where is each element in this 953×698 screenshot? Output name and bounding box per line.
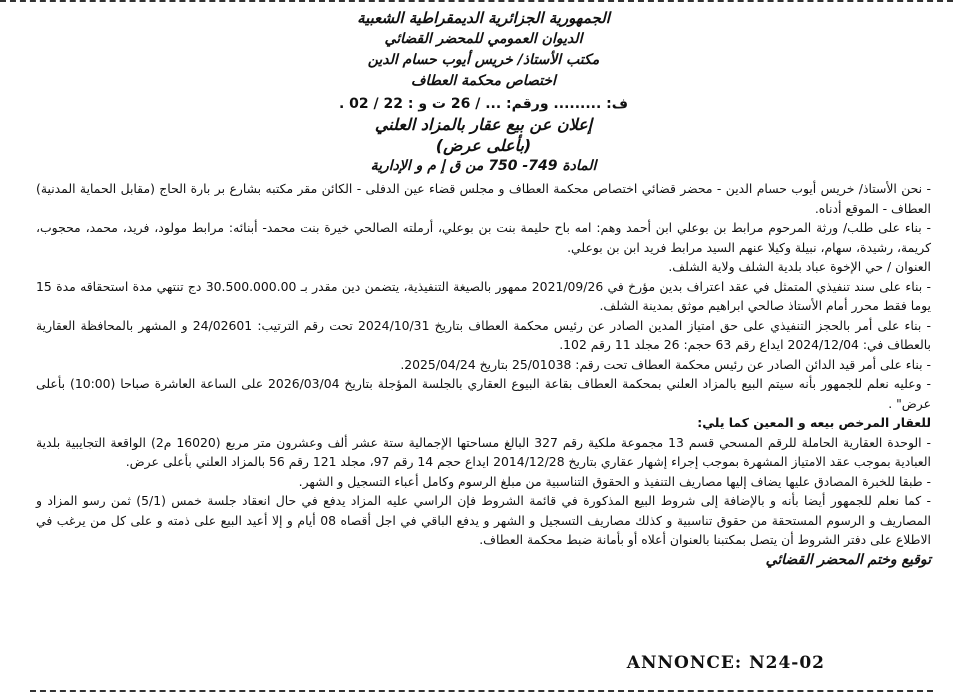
header-bureau: مكتب الأستاذ/ خريس أيوب حسام الدين [367, 52, 600, 68]
notice-body [36, 179, 931, 550]
bottom-dashed-border [30, 690, 933, 692]
paragraph-expertise: - طبقا للخبرة المصادق عليها يضاف إليها مصاريف التنفيذ و الحقوق التناسبية من مبلغ الرسوم وكامل أعباء التسجيل و الشهر. [298, 473, 931, 489]
legal-article: المادة 749- 750 من ق إ م و الإدارية [370, 158, 597, 174]
paragraph-auction-date: - وعليه نعلم للجمهور بأنه سيتم البيع بالمزاد العلني بمحكمة العطاف بقاعة البيوع العقاري بالجلسة المؤجلة بتاريخ 2026/03/04 على الساعة العاشرة صباحا (10:00) بأعلى عرض" . [36, 376, 931, 411]
notice-title: إعلان عن بيع عقار بالمزاد العلني [374, 115, 593, 134]
paragraph-property-intro: للعقار المرخص بيعه و المعين كما يلي: [697, 415, 931, 430]
header-republic: الجمهورية الجزائرية الديمقراطية الشعبية [357, 9, 610, 27]
paragraph-bailiff: - نحن الأستاذ/ خريس أيوب حسام الدين - محضر قضائي اختصاص محكمة العطاف و مجلس قضاء عين الدفلى - الكائن مقر مكتبه بشارع بر بارة الحاج (مقابل الحماية المدنية) العطاف - الموقع أدناه. [36, 181, 931, 216]
legal-notice [36, 8, 931, 570]
signature-line: توقيع وختم المحضر القضائي [765, 551, 931, 568]
annonce-number: ANNONCE: N24-02 [626, 653, 825, 673]
reference-line: ف: ......... ورقم: ... / 26 ت و : 22 / 02 . [338, 96, 629, 112]
paragraph-title-deed: - بناء على سند تنفيذي المتمثل في عقد اعتراف بدين مؤرخ في 2021/09/26 ممهور بالصيغة التنفيذية، يتضمن دين مقدر بـ 30.500.000.00 دج تنتهي مدة استحقاقه مدة 15 يوما فقط محرر أمام الأستاذ صالحي ابراهيم موثق بمدينة الشلف. [36, 278, 931, 313]
header-jurisdiction: اختصاص محكمة العطاف [411, 73, 556, 89]
paragraph-request: - بناء على طلب/ ورثة المرحوم مرابط بن بوعلي ابن أحمد وهم: امه باح حليمة بنت بن بوعلي، أرملته الصالحي خيرة بنت محمد- أبنائه: مرابط مولود، فريد، محمد، محجوب، كريمة، رشيدة، سهام، نبيلة وكيلا عنهم السيد مرابط فريد ابن بن بوعلي. [36, 220, 931, 255]
paragraph-seizure-order: - بناء على أمر بالحجز التنفيذي على حق امتياز المدين الصادر عن رئيس محكمة العطاف بتاريخ 2024/10/31 تحت رقم الترتيب: 24/02601 و المشهر بالمحافظة العقارية بالعطاف في: 2024/12/04 ايداع رقم 63 حجم: 26 مجلد 11 رقم 102. [36, 317, 932, 352]
header-office: الديوان العمومي للمحضر القضائي [384, 31, 583, 47]
notice-subtitle: (بأعلى عرض) [435, 136, 532, 155]
paragraph-property-description: - الوحدة العقارية الحاملة للرقم المسحي قسم 13 مجموعة ملكية رقم 327 البالغ مساحتها الإجمالية ستة عشر ألف وعشرون متر مربع (16020 م2) الواقعة التجايبية بلدية العبادية بموجب عقد الامتياز المشهرة بموجب إجراء إشهار عقاري بتاريخ 2014/12/28 ايداع حجم 14 رقم 97، مجلد 121 رقم 56 بالمزاد العلني بأعلى عرض. [36, 434, 932, 469]
paragraph-creditor-order: - بناء على أمر قيد الدائن الصادر عن رئيس محكمة العطاف تحت رقم: 25/01038 بتاريخ 2025/04/24. [400, 356, 931, 372]
paragraph-conditions: - كما نعلم للجمهور أيضا بأنه و بالإضافة إلى شروط البيع المذكورة في قائمة الشروط فإن الراسي عليه المزاد يدفع في حال انعقاد جلسة خمس (5/1) ثمن رسو المزاد و المصاريف و الرسوم المستحقة من حقوق تناسبية و كذلك مصاريف التسجيل و الشهر و يدفع الباقي في اجل أقصاه 08 أيام و إلا أعيد البيع على ذمته و على كل من يرغب في الاطلاع على دفتر الشروط أن يتصل بمكتبنا بالعنوان أعلاه أو بأمانة ضبط محكمة العطاف. [36, 493, 931, 547]
paragraph-address: العنوان / حي الإخوة عباد بلدية الشلف ولاية الشلف. [668, 259, 931, 274]
